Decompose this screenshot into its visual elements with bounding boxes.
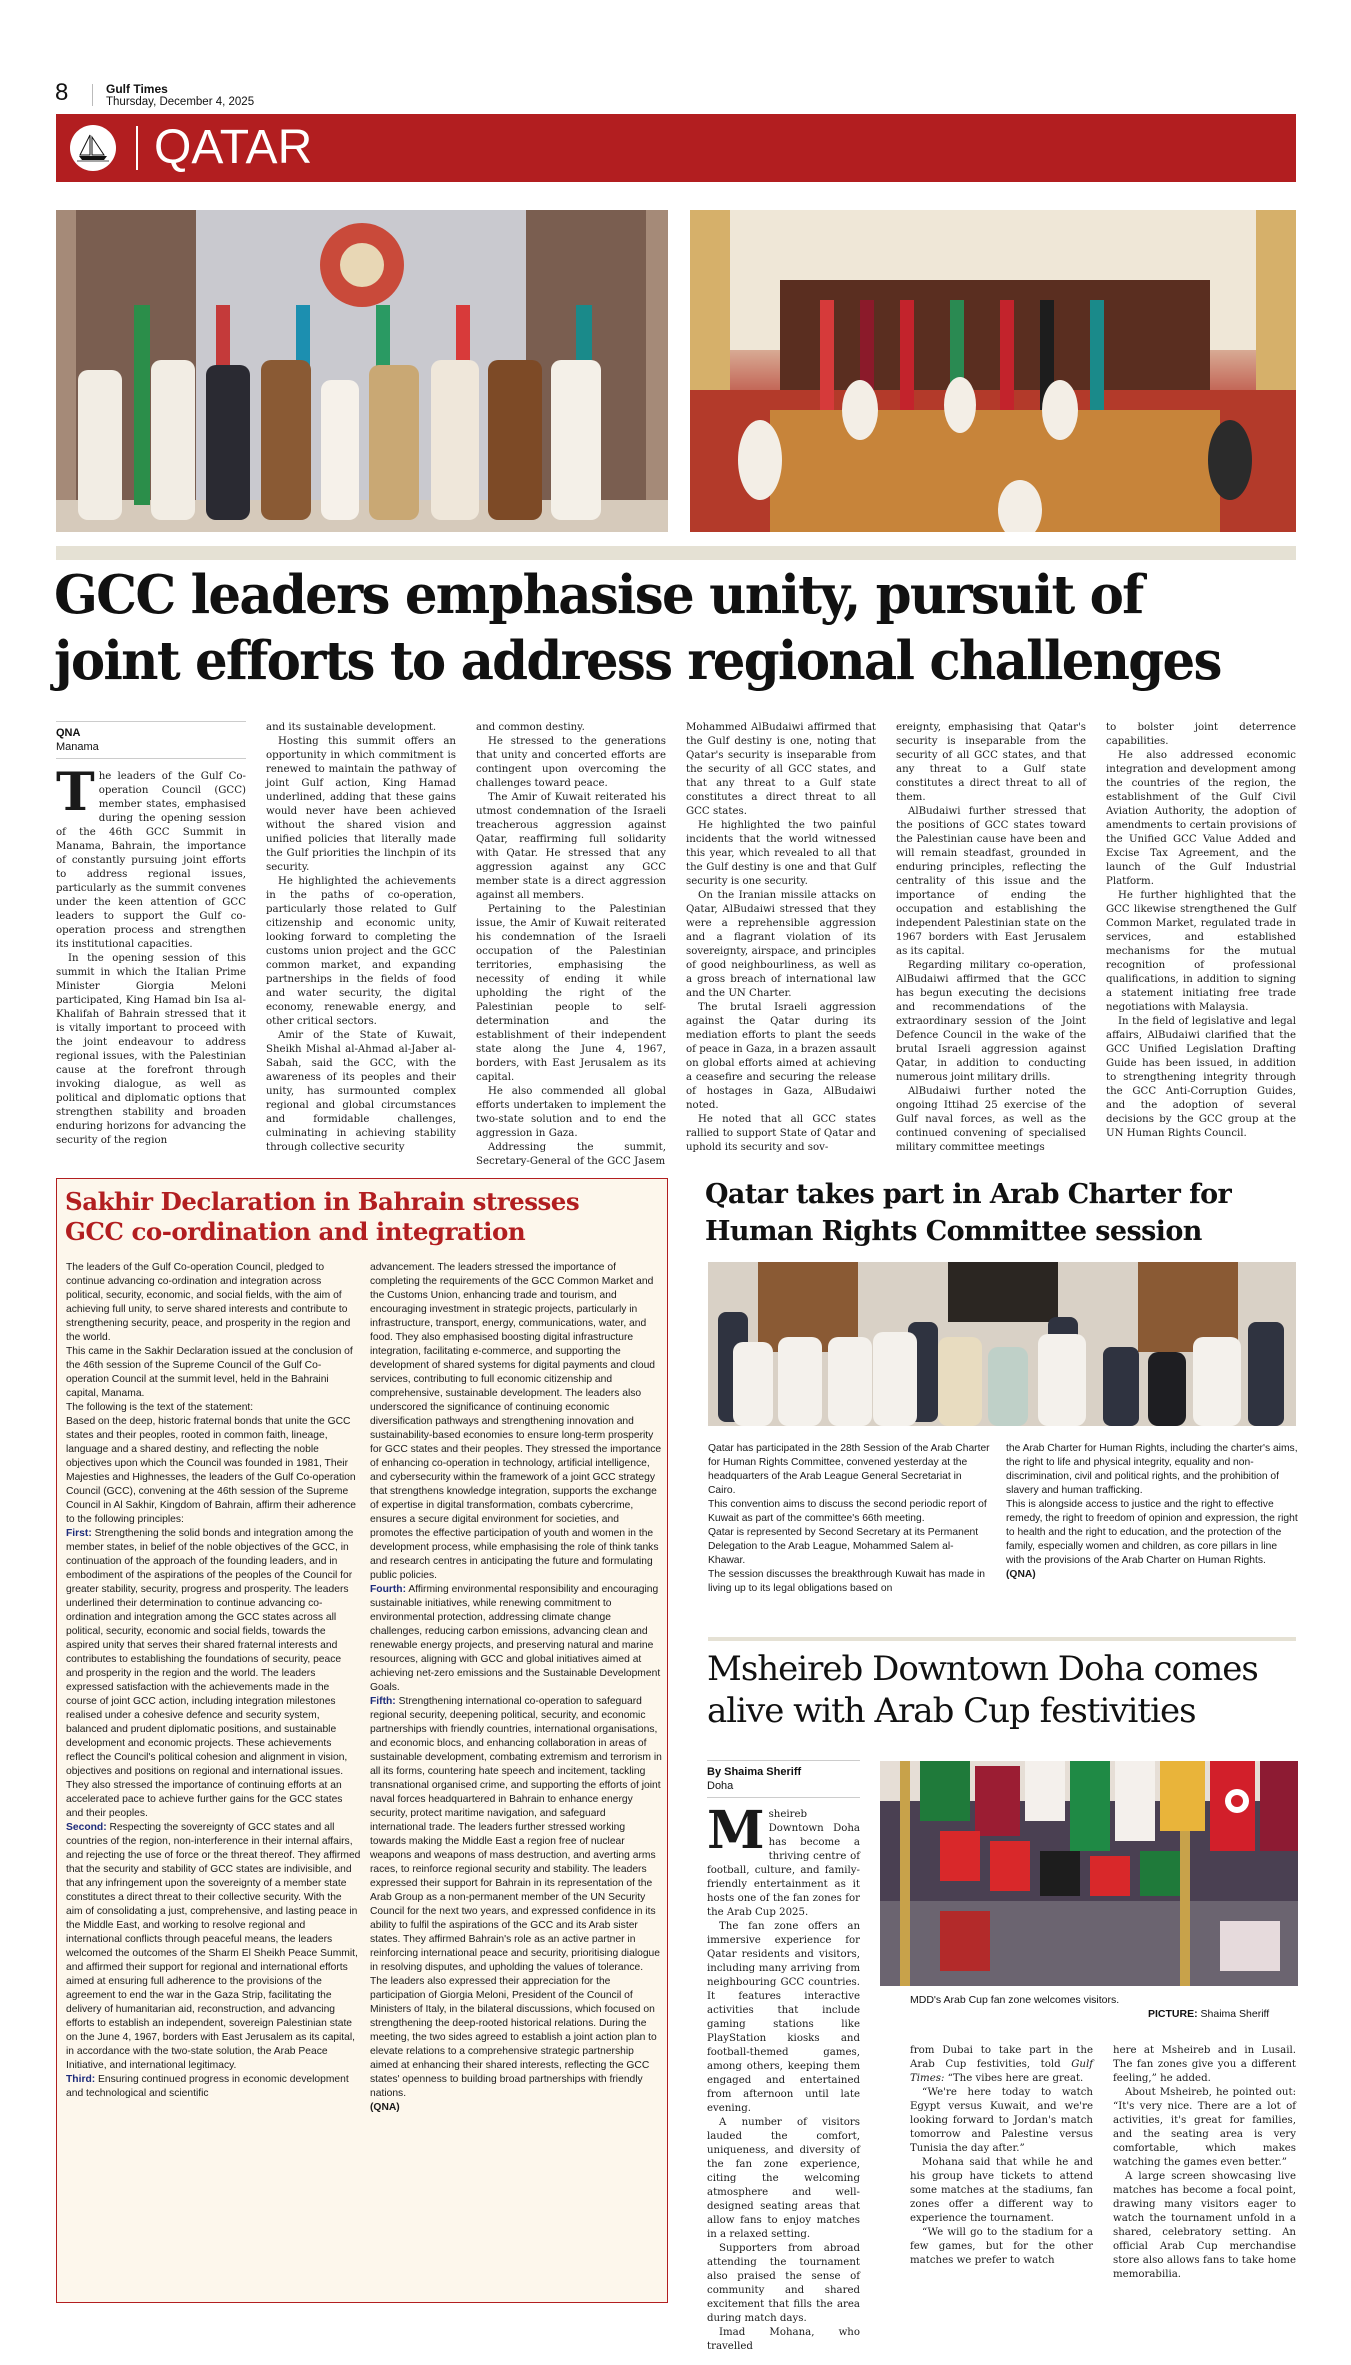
dropcap: M [707, 1800, 765, 1861]
msheireb-column-3: here at Msheireb and in Lusail. The fan zones give you a different feeling,” he added. About Msheireb, he pointed out: “It's very nice. There are a lot of activities, it's great for families, and the seating area is very comfortable, which makes watching the games even better.” A large screen showcasing live matches has become a focal point, drawing many visitors eager to watch the tournament unfold in a shared, celebratory setting. An official Arab Cup merchandise store also allows fans to take home memorabilia. [1113, 2045, 1296, 2280]
principle-label: First: [66, 1528, 92, 1539]
main-headline-line1: GCC leaders emphasise unity, pursuit of [54, 564, 1143, 626]
newspaper-name: Gulf Times [106, 82, 168, 96]
byline-rule [56, 758, 246, 759]
principle-label: Fourth: [370, 1584, 407, 1595]
byline-rule [707, 1797, 860, 1798]
byline-dateline: Doha [707, 1780, 734, 1792]
charter-headline: Qatar takes part in Arab Charter for Human Rights Committee session [705, 1179, 1232, 1247]
photo-caption: MDD's Arab Cup fan zone welcomes visitors. [910, 1994, 1120, 2006]
charter-committee-group-photo [708, 1262, 1296, 1426]
header-divider [92, 84, 93, 106]
msheireb-column-1: Msheireb Downtown Doha has become a thriving centre of football, culture, and family-friendly entertainment as it hosts one of the fan zones for the Arab Cup 2025. The fan zone offers an immersive experience for Qatar residents and visitors, including many arriving from neighbouring GCC countries. It features interactive activities that include gaming stations like PlayStation kiosks and football-themed games, among others, keeping them engaged and entertained from afternoon until late evening. A number of visitors lauded the comfort, uniqueness, and diversity of the fan zone experience, citing the welcoming atmosphere and well-designed seating areas that allow fans to enjoy matches in a relaxed setting. Supporters from abroad attending the tournament also praised the sense of community and shared excitement that fills the area during match days. Imad Mohana, who travelled [707, 1800, 860, 2352]
sakhir-declaration-box [56, 1178, 668, 2303]
dhow-boat-icon [70, 125, 116, 171]
main-story-column-4: Mohammed AlBudaiwi affirmed that the Gulf destiny is one, noting that Qatar's security is inseparable from the security of all GCC states, and that any threat to a Gulf state constitutes a direct threat to all GCC states. He highlighted the two painful incidents that the world witnessed this year, which revealed to all that the Gulf destiny is one and that Gulf security is one security. On the Iranian missile attacks on Qatar, AlBudaiwi stressed that they were a reprehensible aggression and a flagrant violation of its sovereignty, airspace, and principles of good neighbourliness, as well as a gross breach of international law and the UN Charter. The brutal Israeli aggression against the Qatar during its mediation efforts to plant the seeds of peace in Gaza, in a brazen assault on global efforts aimed at achieving a ceasefire and securing the release of hostages in Gaza, AlBudaiwi noted. He noted that all GCC states rallied to support State of Qatar and uphold its security and sov- [686, 722, 876, 1153]
sakhir-headline: Sakhir Declaration in Bahrain stresses GCC co-ordination and integration [65, 1187, 580, 1246]
photo-credit: PICTURE: Shaima Sheriff [1148, 2008, 1270, 2020]
gcc-leaders-group-photo [56, 210, 668, 532]
sakhir-column-2: advancement. The leaders stressed the importance of completing the requirements of the GCC Common Market and the Customs Union, enhancing trade and tourism, and encouraging investment in strategic projects, particularly in infrastructure, transport, energy, communications, water, and food. They also emphasised boosting digital infrastructure integration, facilitating e-commerce, and supporting the development of shared systems for digital payments and cloud services, contributing to full economic citizenship and comprehensive, sustainable development. The leaders also underscored the significance of continuing economic diversification pathways and strengthening innovation and sustainability-based economies to ensure long-term prosperity for GCC states and their peoples. They stressed the importance of enhancing co-operation in technology, artificial intelligence, and cybersecurity within the framework of a joint GCC strategy that strengthens knowledge integration, supports the exchange of expertise in digital transformation, combats cybercrime, ensures a secure digital environment for societies, and promotes the effective participation of youth and women in the development process, while emphasising the role of think tanks and research centres in anticipating the future and formulating public policies. Fourth: Affirming environmental responsibility and encouraging sustainable initiatives, while renewing commitment to environmental protection, addressing climate change challenges, reducing carbon emissions, advancing clean and renewable energy projects, and preserving natural and marine resources, aligning with GCC and global initiatives aimed at achieving net-zero emissions and the Sustainable Development Goals. Fifth: Strengthening international co-operation to safeguard regional security, deepening political, security, and economic partnerships with friendly countries, international organisations, and economic blocs, and enhancing collaboration in areas of sustainable development, combating extremism and terrorism in all its forms, countering hate speech and incitement, tackling transnational organised crime, and supporting the efforts of joint naval forces headquartered in Bahrain to enhance energy security, protect maritime navigation, and safeguard international trade. The leaders further stressed working towards making the Middle East a region free of nuclear weapons and weapons of mass destruction, and averting arms races, to reinforce regional security and stability. The leaders expressed their support for Bahrain in its representation of the Arab Group as a non-permanent member of the UN Security Council for the next two years, and expressed confidence in its ability to fulfil the aspirations of the GCC and its Arab sister states. They affirmed Bahrain's role as an active partner in reinforcing international peace and security, prioritising dialogue in resolving disputes, and upholding the values of tolerance. The leaders also expressed their appreciation for the participation of Giorgia Meloni, President of the Council of Ministers of Italy, in the bilateral discussions, which focused on strengthening the deep-rooted historical relations. During the meeting, the two sides agreed to establish a joint action plan to elevate relations to a comprehensive strategic partnership aimed at enhancing their shared interests, reflecting the GCC states' openness to building broad partnerships with friendly nations. (QNA) [370, 1262, 662, 2113]
main-headline-line2: joint efforts to address regional challenges [54, 630, 1221, 692]
principle-label: Second: [66, 1822, 107, 1833]
principle-label: Third: [66, 2074, 96, 2085]
main-headline [54, 562, 1267, 694]
source-credit: (QNA) [370, 2102, 400, 2113]
byline-dateline: Manama [56, 741, 99, 753]
main-story-column-5: ereignty, emphasising that Qatar's security is inseparable from the security of all GCC states, and that any threat to a Gulf state constitutes a direct threat to all of them. AlBudaiwi further stressed that the positions of GCC states toward the Palestinian cause have been and will remain steadfast, grounded in enduring principles, reflecting the centrality of this issue and the importance of ending the occupation and establishing the independent Palestinian state on the 1967 borders with East Jerusalem as its capital. Regarding military co-operation, AlBudaiwi affirmed that the GCC has begun executing the decisions and recommendations of the extraordinary session of the Joint Defence Council in the wake of the brutal Israeli aggression against Qatar, in addition to conducting numerous joint military drills. AlBudaiwi further noted the ongoing Ittihad 25 exercise of the Gulf naval forces, as well as the continued convening of specialised military committee meetings [896, 722, 1086, 1153]
byline-rule [56, 721, 246, 722]
principle-label: Fifth: [370, 1696, 396, 1707]
msheireb-column-2: from Dubai to take part in the Arab Cup festivities, told Gulf Times: “The vibes here are great. “We're here today to watch Egypt versus Kuwait, and we're looking forward to Jordan's match tomorrow and Palestine versus Tunisia the day after.” Mohana said that while he and his group have tickets to attend some matches at the stadiums, fan zones offer a different way to experience the tournament. “We will go to the stadium for a few games, but for the other matches we prefer to watch [910, 2045, 1093, 2266]
divider-strip [708, 1637, 1296, 1641]
arab-cup-fan-zone-photo [880, 1761, 1298, 1986]
section-banner [56, 114, 1296, 182]
byline-author: By Shaima Sheriff [707, 1766, 802, 1778]
issue-date: Thursday, December 4, 2025 [106, 96, 255, 108]
msheireb-headline: Msheireb Downtown Doha comes alive with Arab Cup festivities [707, 1649, 1258, 1731]
byline-agency: QNA [56, 727, 81, 739]
section-title: QATAR [154, 121, 313, 174]
main-story-column-2: and its sustainable development. Hosting this summit offers an opportunity in which commitment is renewed to maintain the pathway of joint Gulf action, King Hamad underlined, adding that these gains would never have been achieved without the shared vision and unified policies that literally made the Gulf priorities the linchpin of its security. He highlighted the achievements in the paths of co-operation, particularly those related to Gulf citizenship and economic unity, looking forward to completing the customs union project and the GCC common market, and expanding partnerships in the fields of food and water security, the digital economy, renewable energy, and other critical sectors. Amir of the State of Kuwait, Sheikh Mishal al-Ahmad al-Jaber al-Sabah, said the GCC, with the awareness of its peoples and their unity, has surmounted complex regional and global circumstances and formidable challenges, culminating in achieving stability through collective security [266, 722, 456, 1153]
main-story-column-3: and common destiny. He stressed to the generations that unity and concerted efforts are contingent upon overcoming the challenges toward peace. The Amir of Kuwait reiterated his utmost condemnation of the Israeli treacherous aggression against Qatar, reaffirming full solidarity with Qatar. He stressed that any aggression against any GCC member state is a direct aggression against all members. Pertaining to the Palestinian issue, the Amir of Kuwait reiterated his condemnation of the Israeli occupation of the Palestinian territories, emphasising the necessity of ending it while upholding the right of the Palestinian people to self-determination and the establishment of their independent state along the June 4, 1967, borders, with East Jerusalem as its capital. He also commended all global efforts undertaken to implement the two-state solution and to end the aggression in Gaza. Addressing the summit, Secretary-General of the GCC Jasem [476, 722, 666, 1167]
dropcap: T [56, 762, 95, 823]
byline-rule [707, 1760, 860, 1761]
source-credit: (QNA) [1006, 1569, 1036, 1580]
sakhir-column-1: The leaders of the Gulf Co-operation Council, pledged to continue advancing co-ordination and integration across political, security, economic, and social fields, with the aim of achieving full unity, to serve shared interests and contribute to strengthening security, peace, and prosperity in the region and the world. This came in the Sakhir Declaration issued at the conclusion of the 46th session of the Supreme Council of the Gulf Co-operation Council at the summit level, held in the Bahraini capital, Manama. The following is the text of the statement: Based on the deep, historic fraternal bonds that unite the GCC states and their peoples, rooted in common faith, lineage, language and a shared destiny, and reflecting the noble objectives upon which the Council was founded in 1981, Their Majesties and Highnesses, the leaders of the Gulf Co-operation Council (GCC), convening at the 46th session of the Supreme Council in Al Sakhir, Kingdom of Bahrain, affirm their adherence to the following principles: First: Strengthening the solid bonds and integration among the member states, in belief of the noble objectives of the GCC, in continuation of the approach of the founding leaders, and in embodiment of the aspirations of the peoples of the Council for greater stability, security, progress and prosperity. The leaders underlined their determination to continue advancing co-ordination and integration among the GCC states across all political, security, economic and social fields, towards the aspired unity that serves their shared fraternal interests and contributes to establishing the foundations of security, peace and prosperity in the region and the world. The leaders expressed satisfaction with the achievements made in the course of joint GCC action, including integration milestones realised under a cohesive defence and security system, balanced and prudent diplomatic positions, and sustainable development and economic projects. These achievements reflect the Council's political cohesion and alignment in vision, objectives and positions on regional and international issues. They also stressed the importance of continuing efforts at an accelerated pace to achieve further gains for the GCC states and their peoples. Second: Respecting the sovereignty of GCC states and all countries of the region, non-interference in their internal affairs, and rejecting the use of force or the threat thereof. They affirmed that the security and stability of GCC states are indivisible, and that any infringement upon the sovereignty of a member state constitutes a direct threat to their collective security. With the aim of consolidating a just, comprehensive, and lasting peace in the Middle East, and working to resolve regional and international conflicts through peaceful means, the leaders welcomed the outcomes of the Sharm El Sheikh Peace Summit, and affirmed their support for regional and international efforts aimed at ensuring full adherence to the provisions of the agreement to end the war in the Gaza Strip, facilitating the delivery of humanitarian aid, reconstruction, and advancing efforts to establish an independent, sovereign Palestinian state on the June 4, 1967, borders with East Jerusalem as its capital, in accordance with the two-state solution, the Arab Peace Initiative, and international legitimacy. Third: Ensuring continued progress in economic development and technological and scientific [66, 1262, 361, 2099]
divider-strip [56, 546, 1296, 560]
main-story-column-1: The leaders of the Gulf Co-operation Council (GCC) member states, emphasised during the opening session of the 46th GCC Summit in Manama, Bahrain, the importance of constantly pursuing joint efforts to address regional issues, particularly as the summit convenes under the keen attention of GCC leaders to support the Gulf co-operation process and strengthen its institutional capacities. In the opening session of this summit in which the Italian Prime Minister Giorgia Meloni participated, King Hamad bin Isa al-Khalifah of Bahrain stressed that it is vitally important to proceed with the joint endeavour to address regional issues, with the Palestinian cause at the forefront through invoking dialogue, as well as political and diplomatic options that strengthen stability and broaden enduring horizons for advancing the security of the region [56, 762, 246, 1146]
charter-column-2: the Arab Charter for Human Rights, including the charter's aims, the right to life and physical integrity, equality and non-discrimination, civil and political rights, and the prohibition of slavery and human trafficking. This is alongside access to justice and the right to effective remedy, the right to freedom of opinion and expression, the right to health and the right to education, and the protection of the family, especially women and children, as core pillars in line with the provisions of the Arab Charter on Human Rights. (QNA) [1006, 1443, 1298, 1580]
gcc-summit-hall-photo [690, 210, 1296, 532]
banner-divider [136, 126, 138, 170]
page-number: 8 [55, 79, 69, 106]
charter-column-1: Qatar has participated in the 28th Session of the Arab Charter for Human Rights Committee, convened yesterday at the headquarters of the Arab League General Secretariat in Cairo. This convention aims to discuss the second periodic report of Kuwait as part of the committee's 66th meeting. Qatar is represented by Second Secretary at its Permanent Delegation to the Arab League, Mohammed Salem al-Khawar. The session discusses the breakthrough Kuwait has made in living up to its legal obligations based on [708, 1443, 990, 1594]
main-story-column-6: to bolster joint deterrence capabilities. He also addressed economic integration and development among the countries of the region, the establishment of the Gulf Civil Aviation Authority, the adoption of amendments to certain provisions of the Unified GCC Value Added and Excise Tax Agreement, and the launch of the Gulf Industrial Platform. He further highlighted that the GCC likewise strengthened the Gulf Common Market, regulated trade in services, and established mechanisms for the mutual recognition of professional qualifications, in addition to signing a statement initiating free trade negotiations with Malaysia. In the field of legislative and legal affairs, AlBudaiwi clarified that the GCC Unified Legislation Drafting Guide has been issued, in addition to strengthening integrity through the GCC Anti-Corruption Guides, and the adoption of several decisions by the GCC group at the UN Human Rights Council. [1106, 722, 1296, 1139]
